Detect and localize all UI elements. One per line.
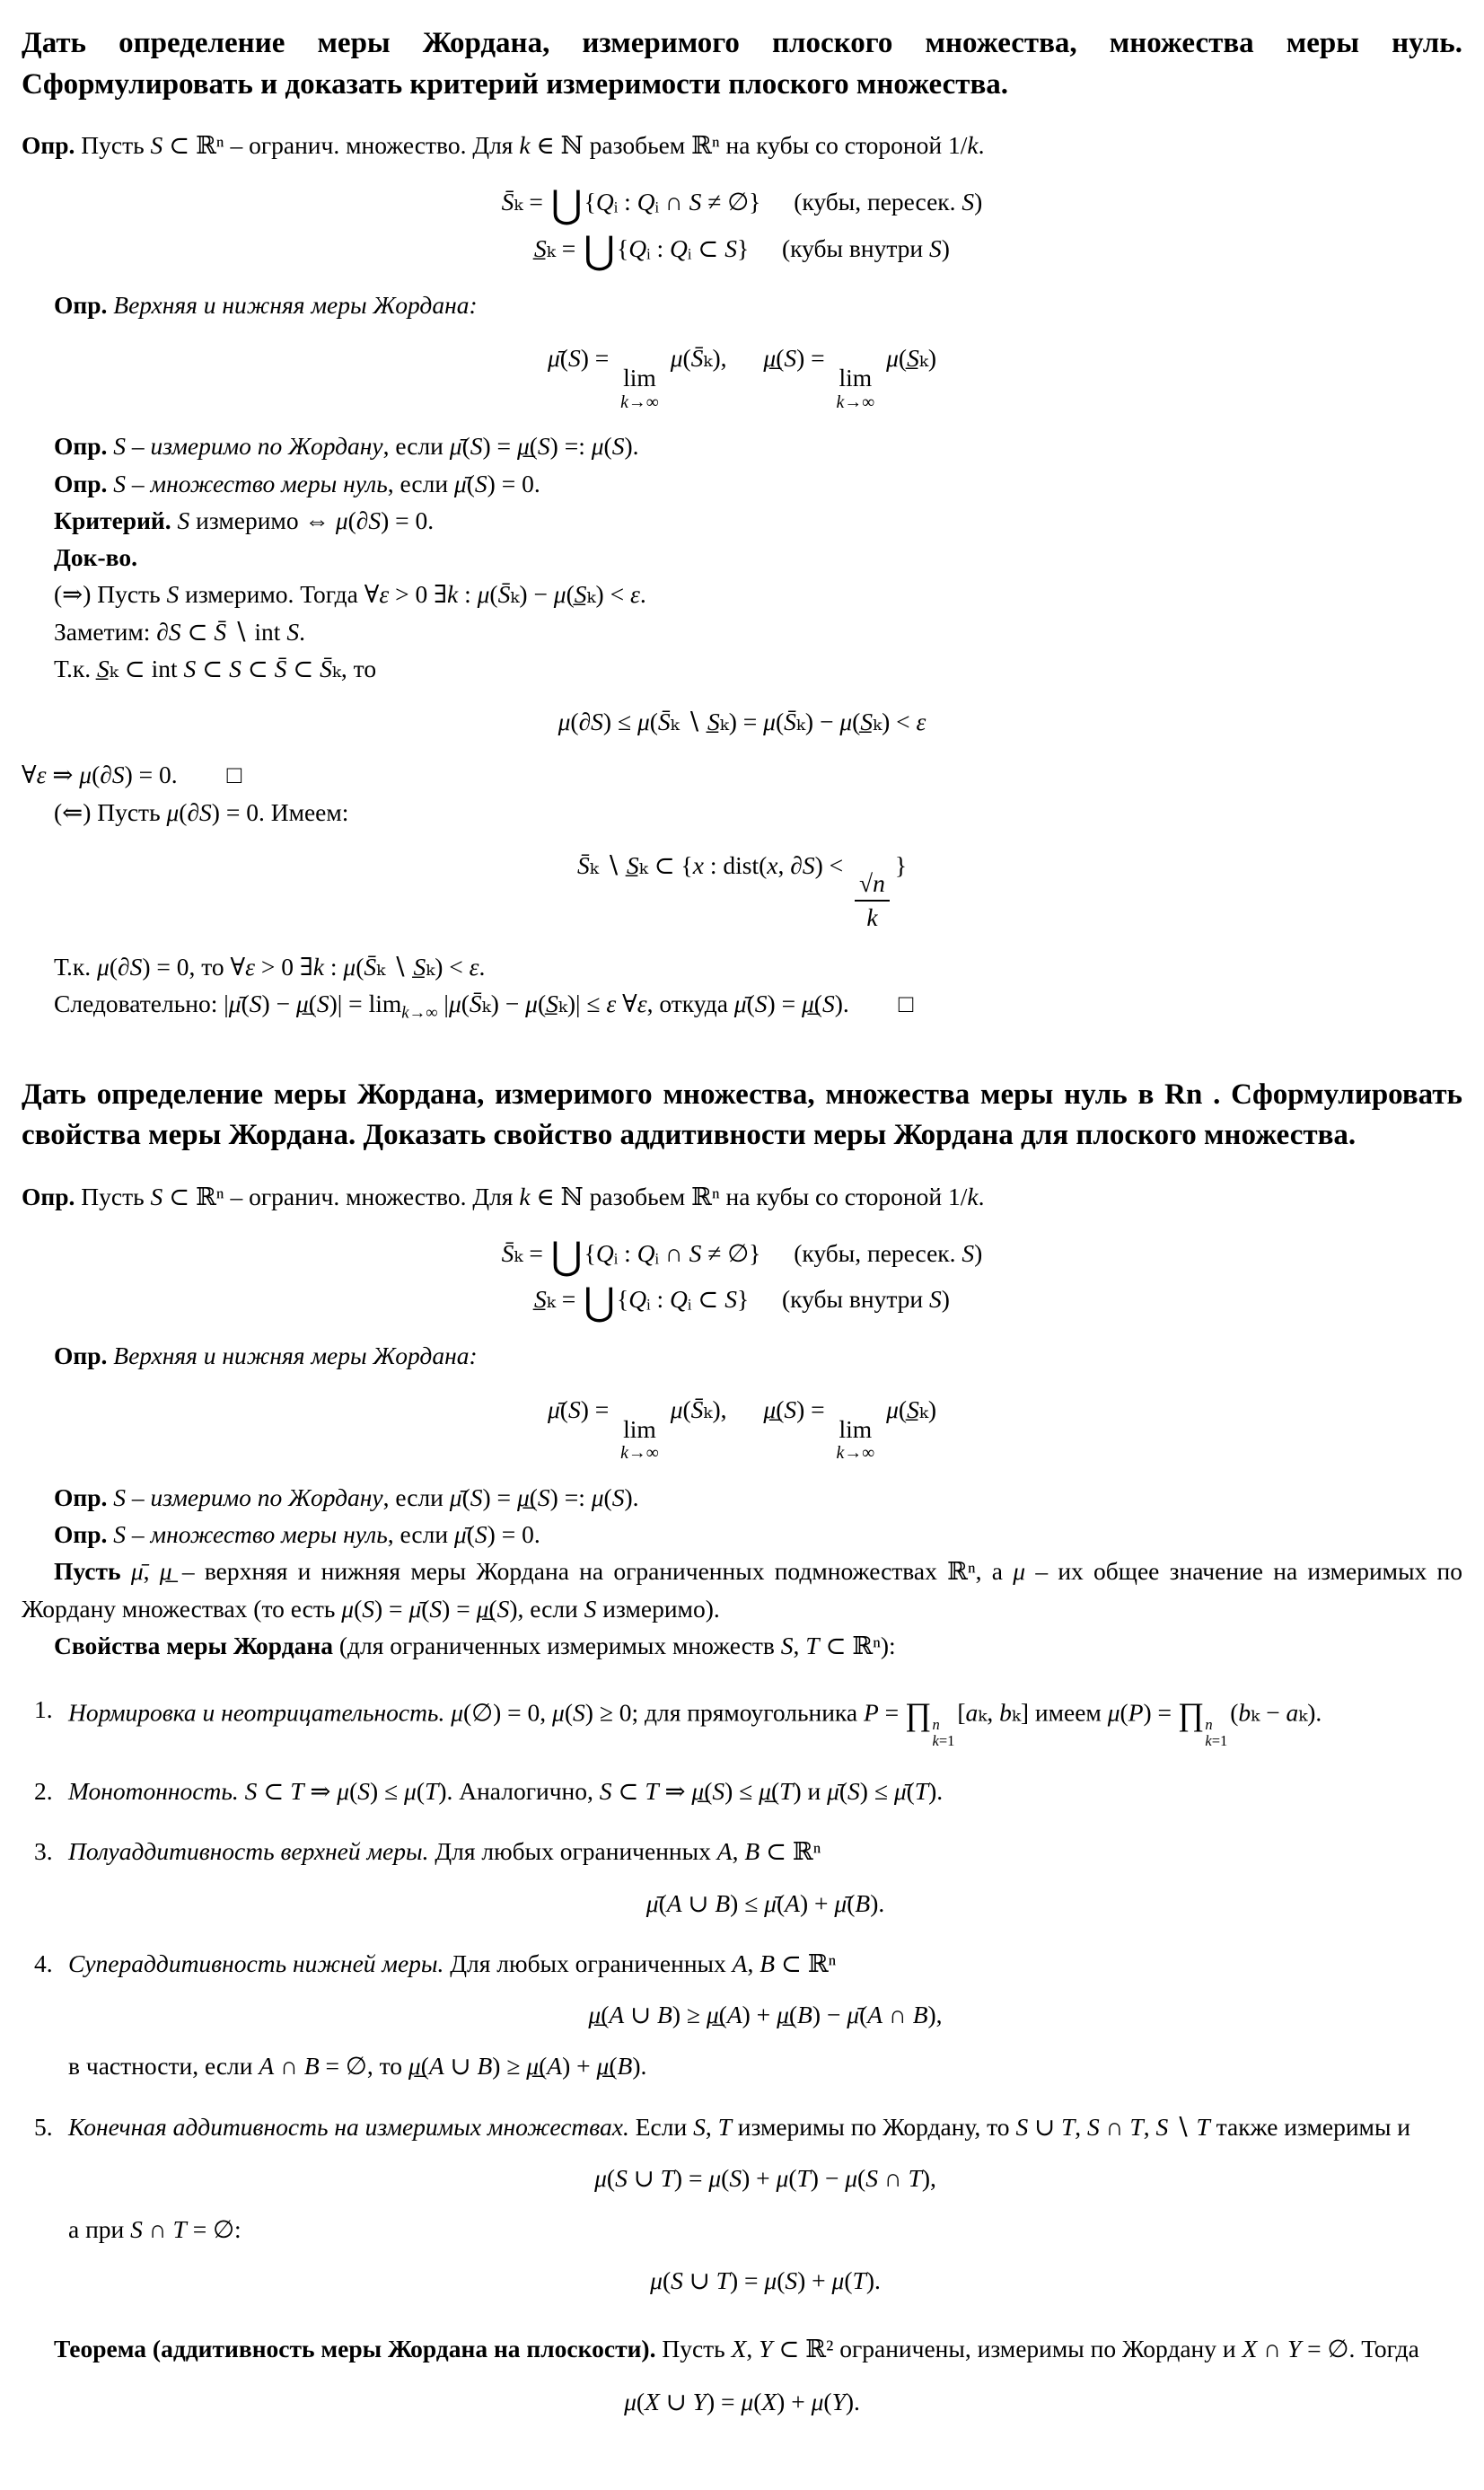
properties-text: (для ограниченных измеримых множеств S, T ⊂ ℝⁿ): xyxy=(338,1631,896,1659)
definition-italic-text: множество меры нуль xyxy=(150,469,388,497)
setup-text: μ̄, μ̲ – верхняя и нижняя меры Жордана на ограниченных подмножествах ℝⁿ, а μ – их общее значение на измеримых по Жордану множествах (то есть μ(S) = μ̄(S) = μ̲(S), если S измеримо). xyxy=(22,1557,1463,1623)
formula-lhs: S̲ₖ = xyxy=(534,233,576,262)
product-subscript: k=1 xyxy=(932,1732,955,1750)
s1-definition-partition xyxy=(22,127,1462,163)
formula-rhs: {Qᵢ : Qᵢ ∩ S ≠ ∅} xyxy=(584,188,761,216)
s2-properties-heading xyxy=(22,1627,1462,1664)
s2-measures-setup xyxy=(22,1553,1462,1627)
s2-definition-measurable xyxy=(22,1479,1462,1516)
property-remark: в частности, если A ∩ B = ∅, то μ̲(A ∪ B) ≥ μ̲(A) + μ̲(B). xyxy=(68,2052,647,2081)
formula-lhs: S̲ₖ = xyxy=(534,1285,576,1314)
formula-part: } xyxy=(894,850,908,879)
s1-limit-formula xyxy=(22,339,1462,411)
conclusion-pre: Следовательно: |μ̄(S) − μ̲(S)| = lim xyxy=(54,989,402,1017)
definition-italic-text: измеримо по Жордану xyxy=(150,432,383,461)
definition-label: Опр. xyxy=(54,469,108,497)
s1-proof-epsilon: Т.к. μ(∂S) = 0, то ∀ε > 0 ∃k : μ(S̄ₖ ∖ S̲ₖ) < ε. xyxy=(54,952,486,981)
s1-proof-final xyxy=(22,985,1462,1026)
fraction-denominator: k xyxy=(866,903,878,932)
definition-text: , если μ̄(S) = μ̲(S) =: μ(S). xyxy=(382,432,639,461)
formula-part: S̄ₖ ∖ S̲ₖ ⊂ {x : dist(x, ∂S) < xyxy=(576,850,844,879)
s2-covering-formulas xyxy=(22,1235,1462,1324)
property-subadditivity xyxy=(22,1833,1462,1922)
definition-text: S – xyxy=(113,1520,145,1549)
s1-proof-forward-conclusion: ∀ε ⇒ μ(∂S) = 0. □ xyxy=(22,761,242,789)
s1-proof-note: Заметим: ∂S ⊂ S̄ ∖ int S. xyxy=(54,617,305,646)
item-number: 4. xyxy=(34,1949,53,1977)
property-remark: а при S ∩ T = ∅: xyxy=(68,2215,241,2244)
property-name: Нормировка и неотрицательность. xyxy=(68,1698,445,1727)
big-union-operator: ⋃ xyxy=(550,1235,583,1278)
formula-note: (кубы, пересек. S) xyxy=(794,188,983,216)
definition-label: Опр. xyxy=(54,432,108,461)
fraction xyxy=(855,869,890,931)
item-number: 1. xyxy=(34,1695,53,1724)
limit-operator xyxy=(620,365,659,411)
property-additivity xyxy=(22,2108,1462,2300)
property-monotonicity xyxy=(22,1773,1462,1809)
formula-part: μ̄(S) = xyxy=(547,344,610,373)
formula-lhs: S̄ₖ = xyxy=(501,1238,543,1267)
property-superadditivity xyxy=(22,1945,1462,2085)
formula-note: (кубы внутри S) xyxy=(782,1285,950,1314)
s1-criterion xyxy=(22,502,1462,539)
s2-definition-partition xyxy=(22,1178,1462,1215)
theorem-text: Пусть X, Y ⊂ ℝ² ограничены, измеримы по Жордану и X ∩ Y = ∅. Тогда xyxy=(662,2334,1419,2362)
s2-definition-null-set xyxy=(22,1516,1462,1553)
formula-part: μ̲(S) = xyxy=(763,1395,825,1423)
lim-subscript: k→∞ xyxy=(620,1443,659,1464)
formula-part: μ(S̄ₖ), xyxy=(670,1395,727,1423)
definition-label: Опр. xyxy=(54,1520,108,1549)
definition-text: Пусть S ⊂ ℝⁿ – огранич. множество. Для k ∈ ℕ разобьем ℝⁿ на кубы со стороной 1/k. xyxy=(81,1182,985,1210)
definition-label: Опр. xyxy=(22,131,75,160)
formula-lhs: S̄ₖ = xyxy=(501,188,543,216)
s1-definition-jordan-measures xyxy=(22,286,1462,323)
formula-part: μ̄(S) = xyxy=(547,1395,610,1423)
lower-sum-formula xyxy=(22,1280,1462,1324)
setup-label: Пусть xyxy=(54,1557,121,1586)
s1-definition-null-set xyxy=(22,465,1462,502)
criterion-text: S измеримо ⇔ μ(∂S) = 0. xyxy=(177,506,435,534)
formula-note: (кубы, пересек. S) xyxy=(794,1238,983,1267)
properties-label: Свойства меры Жордана xyxy=(54,1631,333,1659)
product-operator: ∏ xyxy=(905,1696,932,1733)
definition-text: S – xyxy=(113,432,145,461)
product-superscript: n xyxy=(932,1715,940,1733)
property-name: Монотонность. xyxy=(68,1777,239,1806)
definition-italic-text: множество меры нуль xyxy=(150,1520,388,1549)
property-name: Конечная аддитивность на измеримых множествах. xyxy=(68,2112,629,2141)
formula-part: μ(S̲ₖ) xyxy=(886,344,937,373)
property-text: Если S, T измеримы по Жордану, то S ∪ T, S ∩ T, S ∖ T также измеримы и xyxy=(635,2112,1411,2141)
big-union-operator: ⋃ xyxy=(584,1280,616,1324)
property-text: (bₖ − aₖ). xyxy=(1230,1698,1322,1727)
definition-italic-text: измеримо по Жордану xyxy=(150,1483,383,1511)
s1-definition-measurable xyxy=(22,427,1462,464)
s2-definition-jordan-measures xyxy=(22,1337,1462,1374)
formula-rhs: {Qᵢ : Qᵢ ⊂ S} xyxy=(617,1285,750,1314)
conclusion-post: |μ(S̄ₖ) − μ(S̲ₖ)| ≤ ε ∀ε, откуда μ̄(S) = μ̲(S). □ xyxy=(443,989,914,1017)
lim-subscript: k→∞ xyxy=(836,1443,875,1464)
superadditivity-formula: μ̲(A ∪ B) ≥ μ̲(A) + μ̲(B) − μ̄(A ∩ B), xyxy=(588,2001,943,2029)
limit-operator xyxy=(837,365,875,411)
s1-proof-forward: (⇒) Пусть S измеримо. Тогда ∀ε > 0 ∃k : μ(S̄ₖ) − μ(S̲ₖ) < ε. xyxy=(54,580,646,609)
property-text: [aₖ, bₖ] имеем μ(P) = xyxy=(957,1698,1172,1727)
definition-text: , если μ̄(S) = 0. xyxy=(387,1520,540,1549)
product-superscript: n xyxy=(1205,1715,1213,1733)
big-union-operator: ⋃ xyxy=(584,230,616,273)
definition-text: S – xyxy=(113,469,145,497)
theorem-planar-additivity xyxy=(22,2330,1462,2367)
definition-label: Опр. xyxy=(54,1483,108,1511)
product-subscript: k=1 xyxy=(1205,1732,1228,1750)
definition-text: , если μ̄(S) = 0. xyxy=(387,469,540,497)
theorem-formula: μ(X ∪ Y) = μ(X) + μ(Y). xyxy=(624,2387,860,2415)
lim-subscript: k→∞ xyxy=(401,1003,438,1023)
property-text: Для любых ограниченных A, B ⊂ ℝⁿ xyxy=(450,1949,837,1977)
s1-covering-formulas xyxy=(22,183,1462,273)
subadditivity-formula: μ̄(A ∪ B) ≤ μ̄(A) + μ̄(B). xyxy=(645,1888,885,1917)
big-union-operator: ⋃ xyxy=(550,183,583,226)
definition-text: Пусть S ⊂ ℝⁿ – огранич. множество. Для k ∈ ℕ разобьем ℝⁿ на кубы со стороной 1/k. xyxy=(81,131,985,160)
s1-proof-inclusions: Т.к. S̲ₖ ⊂ int S ⊂ S ⊂ S̄ ⊂ S̄ₖ, то xyxy=(54,654,377,682)
s2-limit-formula xyxy=(22,1391,1462,1463)
question-2-heading: Дать определение меры Жордана, измеримого множества, множества меры нуль в Rn . Сформулировать свойства меры Жордана. Доказать свойство аддитивности меры Жордана для плоского множества. xyxy=(22,1078,1462,1152)
item-number: 2. xyxy=(34,1777,53,1806)
property-text: Для любых ограниченных A, B ⊂ ℝⁿ xyxy=(435,1837,821,1866)
definition-italic-text: Верхняя и нижняя меры Жордана: xyxy=(113,290,478,319)
product-limits xyxy=(932,1717,954,1749)
formula-part: μ̲(S) = xyxy=(763,344,825,373)
limit-operator xyxy=(836,1414,875,1464)
lim-word: lim xyxy=(623,1414,656,1443)
formula-part: μ(S̲ₖ) xyxy=(886,1395,937,1423)
jordan-measure-properties-list xyxy=(22,1691,1462,2300)
lim-word: lim xyxy=(839,1414,873,1443)
upper-sum-formula xyxy=(22,183,1462,226)
disjoint-additivity-formula: μ(S ∪ T) = μ(S) + μ(T). xyxy=(650,2266,881,2295)
definition-italic-text: Верхняя и нижняя меры Жордана: xyxy=(113,1342,478,1370)
theorem-label: Теорема (аддитивность меры Жордана на плоскости). xyxy=(54,2334,656,2362)
definition-label: Опр. xyxy=(22,1182,75,1210)
lim-subscript: k→∞ xyxy=(836,392,875,412)
inclusion-exclusion-formula: μ(S ∪ T) = μ(S) + μ(T) − μ(S ∩ T), xyxy=(594,2163,936,2192)
criterion-label: Критерий. xyxy=(54,506,171,534)
s1-proof-backward: (⇐) Пусть μ(∂S) = 0. Имеем: xyxy=(54,797,349,826)
limit-operator xyxy=(620,1414,659,1464)
formula-rhs: {Qᵢ : Qᵢ ⊂ S} xyxy=(617,233,750,262)
formula-part: μ(S̄ₖ), xyxy=(670,344,727,373)
s1-boundary-estimate-formula: μ(∂S) ≤ μ(S̄ₖ ∖ S̲ₖ) = μ(S̄ₖ) − μ(S̲ₖ) < ε xyxy=(558,708,926,736)
definition-text: S – xyxy=(113,1483,145,1511)
proof-label: Док-во. xyxy=(54,543,137,572)
property-text: S ⊂ T ⇒ μ(S) ≤ μ(T). Аналогично, S ⊂ T ⇒ μ̲(S) ≤ μ̲(T) и μ̄(S) ≤ μ̄(T). xyxy=(244,1777,944,1806)
lim-word: lim xyxy=(839,364,873,392)
lim-subscript: k→∞ xyxy=(620,392,659,412)
product-operator: ∏ xyxy=(1177,1696,1205,1733)
formula-rhs: {Qᵢ : Qᵢ ∩ S ≠ ∅} xyxy=(584,1238,761,1267)
property-normalization xyxy=(22,1691,1462,1749)
lim-word: lim xyxy=(623,364,656,392)
formula-note: (кубы внутри S) xyxy=(782,233,950,262)
product-limits xyxy=(1205,1717,1227,1749)
s1-proof-label xyxy=(22,539,1462,576)
item-number: 5. xyxy=(34,2112,53,2141)
definition-label: Опр. xyxy=(54,290,108,319)
fraction-numerator: √n xyxy=(855,869,890,902)
property-name: Полуаддитивность верхней меры. xyxy=(68,1837,429,1866)
s1-distance-formula xyxy=(22,847,1462,932)
definition-text: , если μ̄(S) = μ̲(S) =: μ(S). xyxy=(382,1483,639,1511)
definition-label: Опр. xyxy=(54,1342,108,1370)
property-name: Супераддитивность нижней меры. xyxy=(68,1949,444,1977)
lower-sum-formula xyxy=(22,230,1462,273)
item-number: 3. xyxy=(34,1837,53,1866)
property-text: μ(∅) = 0, μ(S) ≥ 0; для прямоугольника P = xyxy=(451,1698,900,1727)
upper-sum-formula xyxy=(22,1235,1462,1278)
question-1-heading: Дать определение меры Жордана, измеримого плоского множества, множества меры нуль. Сформулировать и доказать критерий измеримости плоского множества. xyxy=(22,27,1462,101)
